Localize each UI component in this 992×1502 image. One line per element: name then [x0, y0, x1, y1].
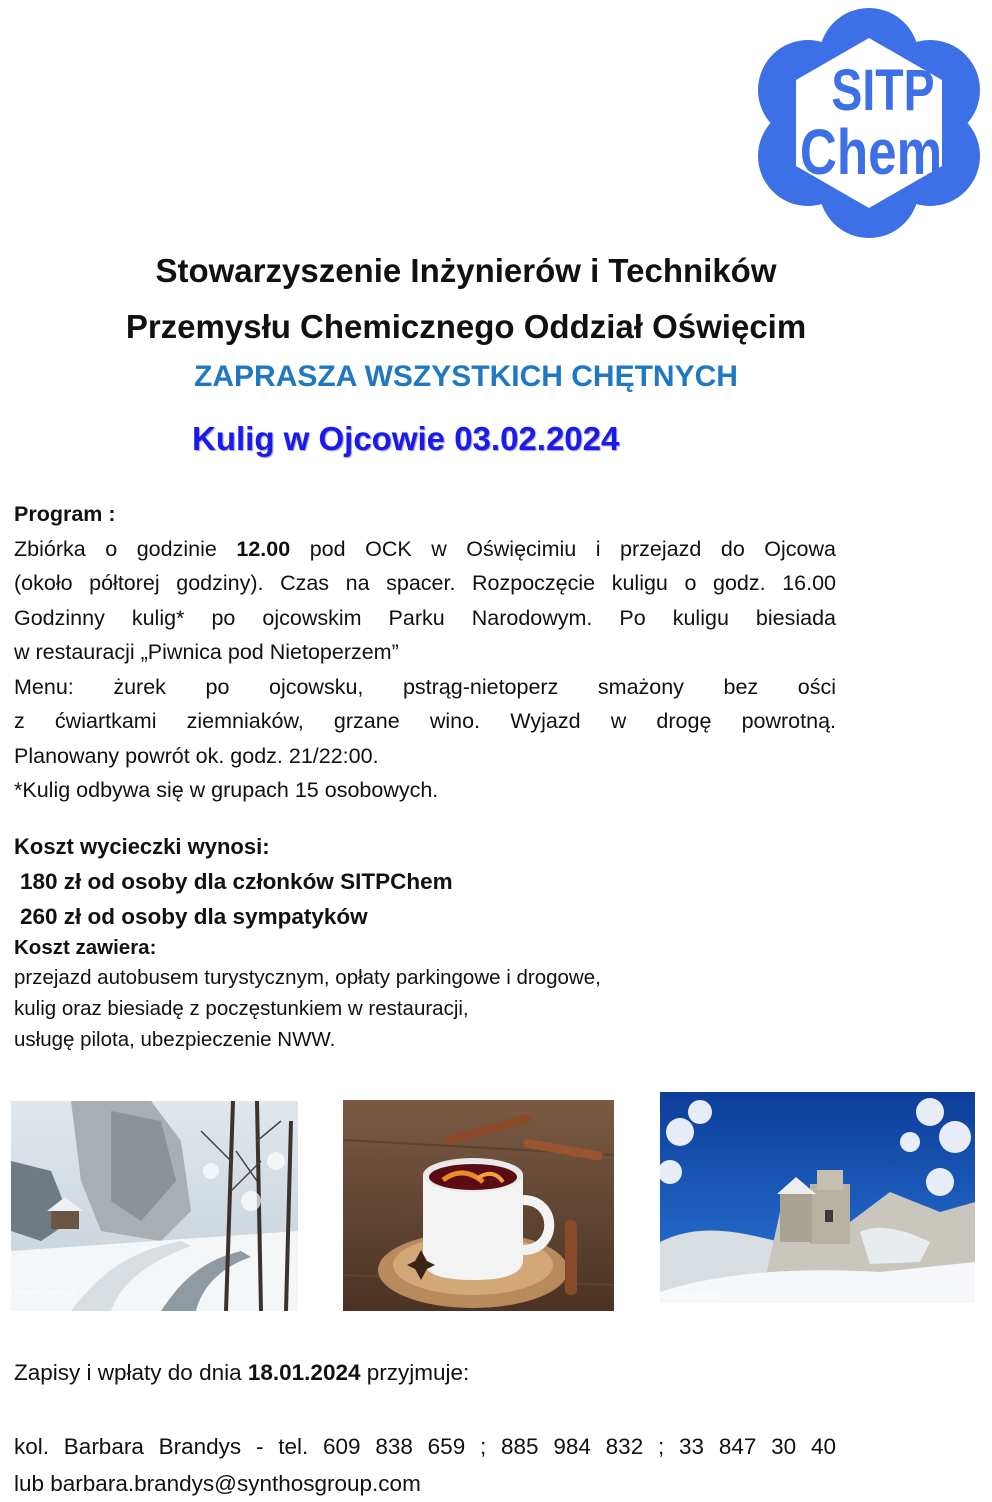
program-line: Godzinny kulig* po ojcowskim Parku Narodowym. Po kuligu biesiada — [14, 605, 836, 630]
invitation-heading: ZAPRASZA WSZYSTKICH CHĘTNYCH — [194, 360, 738, 393]
organization-name-line2: Przemysłu Chemicznego Oddział Oświęcim — [125, 308, 807, 345]
photo-castle-winter — [660, 1092, 975, 1303]
logo-text-sitp: SITP — [831, 58, 935, 124]
photo1-watermark: Polska Po Godzinach — [15, 1290, 77, 1297]
cost-section — [14, 829, 836, 1055]
program-line: Planowany powrót ok. godz. 21/22:00. — [14, 743, 379, 768]
program-line: w restauracji „Piwnica pod Nietoperzem” — [14, 640, 399, 664]
program-heading: Program : — [14, 502, 116, 526]
includes-item: usługę pilota, ubezpieczenie NWW. — [14, 1028, 336, 1051]
photo-mulled-wine — [343, 1100, 614, 1311]
program-line: Menu: żurek po ojcowsku, pstrąg-nietoperz smażony bez ości — [14, 674, 836, 699]
program-line: (około półtorej godziny). Czas na spacer. Rozpoczęcie kuligu o godz. 16.00 — [14, 571, 836, 595]
cost-heading: Koszt wycieczki wynosi: — [14, 834, 270, 859]
contact-email: lub barbara.brandys@synthosgroup.com — [14, 1471, 421, 1496]
signup-deadline: 18.01.2024 — [247, 1360, 361, 1385]
includes-item: przejazd autobusem turystycznym, opłaty parkingowe i drogowe, — [14, 966, 601, 989]
signup-info: Zapisy i wpłaty do dnia 18.01.2024 przyjmuje: — [14, 1360, 470, 1385]
includes-heading: Koszt zawiera: — [14, 936, 157, 959]
contact-phone: kol. Barbara Brandys - tel. 609 838 659 ; 885 984 832 ; 33 847 30 40 — [14, 1434, 836, 1459]
contact-info — [14, 1428, 836, 1502]
organization-name-line1: Stowarzyszenie Inżynierów i Techników — [155, 252, 777, 289]
program-section — [14, 497, 836, 808]
meeting-time: 12.00 — [236, 536, 291, 561]
price-members: 180 zł od osoby dla członków SITPChem — [20, 869, 453, 894]
photo3-watermark: Kobiece podróże — [662, 1292, 721, 1300]
logo-text-chem: Chem — [799, 117, 943, 189]
program-line: z ćwiartkami ziemniaków, grzane wino. Wyjazd w drogę powrotną. — [14, 709, 836, 733]
program-line: Zbiórka o godzinie 12.00 pod OCK w Oświęcimiu i przejazd do Ojcowa — [14, 536, 836, 561]
event-title: Kulig w Ojcowie 03.02.2024 — [192, 420, 620, 457]
program-line: *Kulig odbywa się w grupach 15 osobowych. — [14, 778, 439, 802]
sitpchem-logo — [758, 8, 980, 238]
includes-item: kulig oraz biesiadę z poczęstunkiem w restauracji, — [14, 997, 469, 1020]
photo-snowy-valley — [11, 1101, 298, 1311]
price-supporters: 260 zł od osoby dla sympatyków — [20, 904, 368, 929]
